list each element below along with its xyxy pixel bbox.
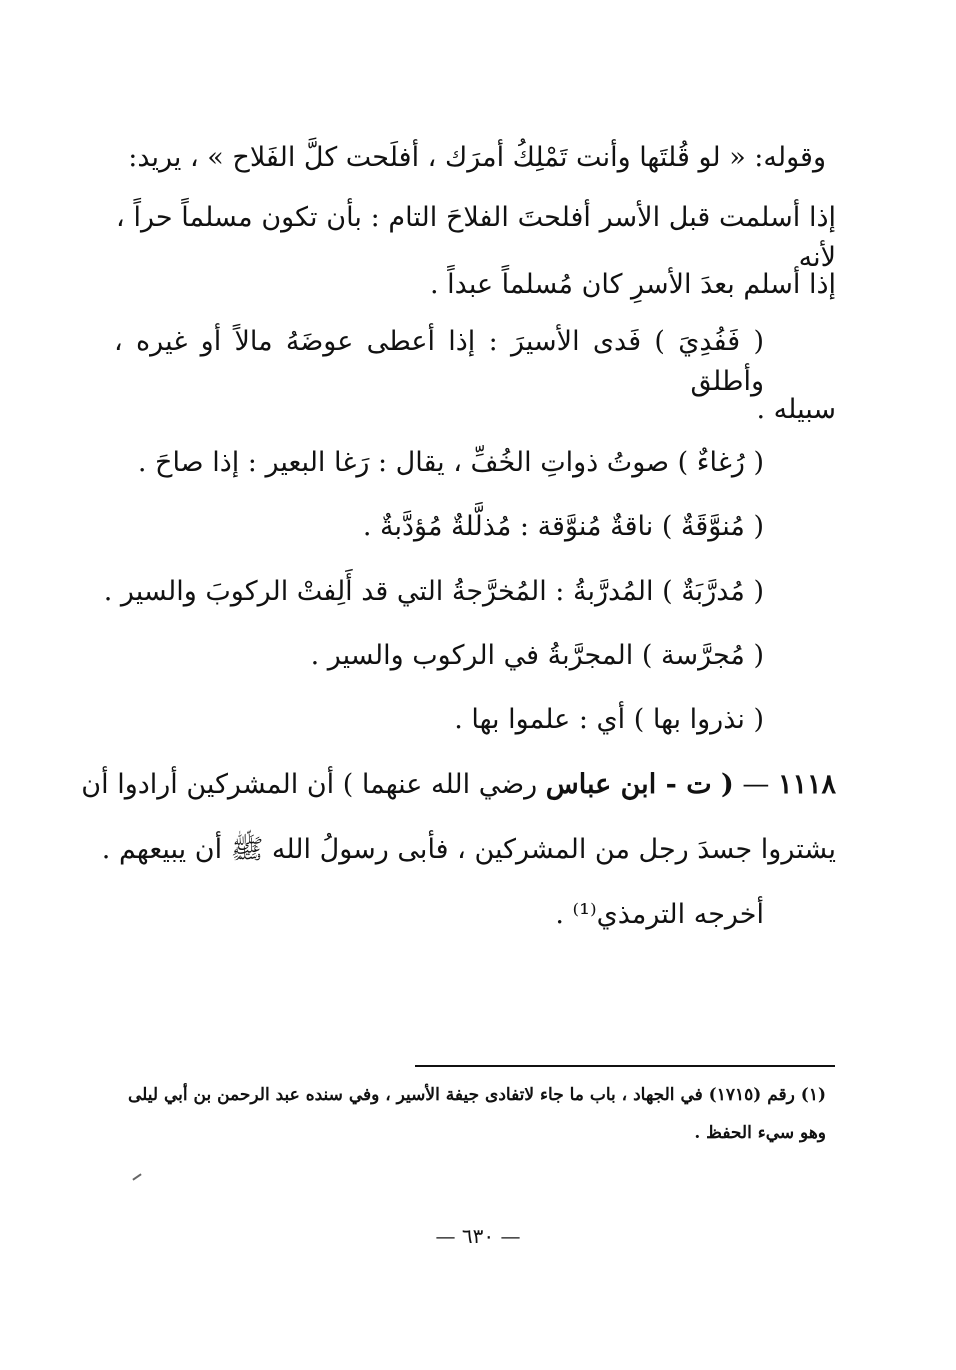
glossary-entry-rugha: ( رُغاءٌ ) صوتُ ذواتِ الخُفِّ ، يقال : رَغا البعير : إذا صاحَ .: [137, 447, 764, 478]
scan-speck: [132, 1173, 141, 1180]
paragraph-1-line-1: وقوله: « لو قُلتَها وأنت تَمْلِكُ أمرَك ، أفلَحت كلَّ الفَلاح » ، يريد:: [128, 142, 826, 173]
hadith-source-label: ( ت - ابن عباس: [545, 769, 734, 800]
glossary-entry-nadharu: ( نذروا بها ) أي : علموا بها .: [454, 704, 764, 735]
hadith-line-1: [81, 765, 836, 805]
footnote-separator: [415, 1065, 835, 1067]
glossary-entry-mujarrasa: ( مُجرَّسة ) المجرَّبةُ في الركوب والسير .: [310, 640, 764, 671]
hadith-line-1-rest: رضي الله عنهما ) أن المشركين أرادوا أن: [81, 769, 538, 800]
hadith-dash: —: [742, 769, 770, 800]
footnote-line-1: (١) رقم (١٧١٥) في الجهاد ، باب ما جاء لاتفادى جيفة الأسير ، وفي سنده عبد الرحمن بن أبي ليلى: [127, 1085, 826, 1105]
glossary-entry-mudarraba: ( مُدرَّبَةٌ ) المُدرَّبةُ : المُخرَّجةُ التي قد أَلِفتْ الركوبَ والسير .: [103, 576, 764, 607]
paragraph-1-line-2: إذا أسلمت قبل الأسر أفلحتَ الفلاحَ التام : بأن تكون مسلماً حراً ، لأنه: [116, 202, 836, 273]
paragraph-2-line-1: ( فَفُدِيَ ) فَدى الأسيرَ : إذا أعطى عوضَهُ مالاً أو غيره ، وأطلق: [114, 326, 764, 397]
hadith-number: ١١١٨: [777, 769, 836, 800]
page-number: — ٦٣٠ —: [435, 1224, 521, 1248]
paragraph-2-line-2: سبيله .: [756, 394, 836, 425]
footnote-line-2: وهو سيء الحفظ .: [694, 1123, 826, 1143]
glossary-entry-munawwaqa: ( مُنوَّقَةٌ ) ناقةٌ مُنوَّقة : مُذلَّلةٌ مُؤدَّبةٌ .: [362, 511, 764, 542]
paragraph-1-line-3: إذا أسلم بعدَ الأسرِ كان مُسلماً عبداً .: [429, 269, 836, 300]
hadith-line-2: يشتروا جسدَ رجل من المشركين ، فأبى رسولُ الله ﷺ أن يبيعهم .: [101, 834, 836, 865]
hadith-attribution: أخرجه الترمذي⁽¹⁾ .: [555, 899, 764, 930]
